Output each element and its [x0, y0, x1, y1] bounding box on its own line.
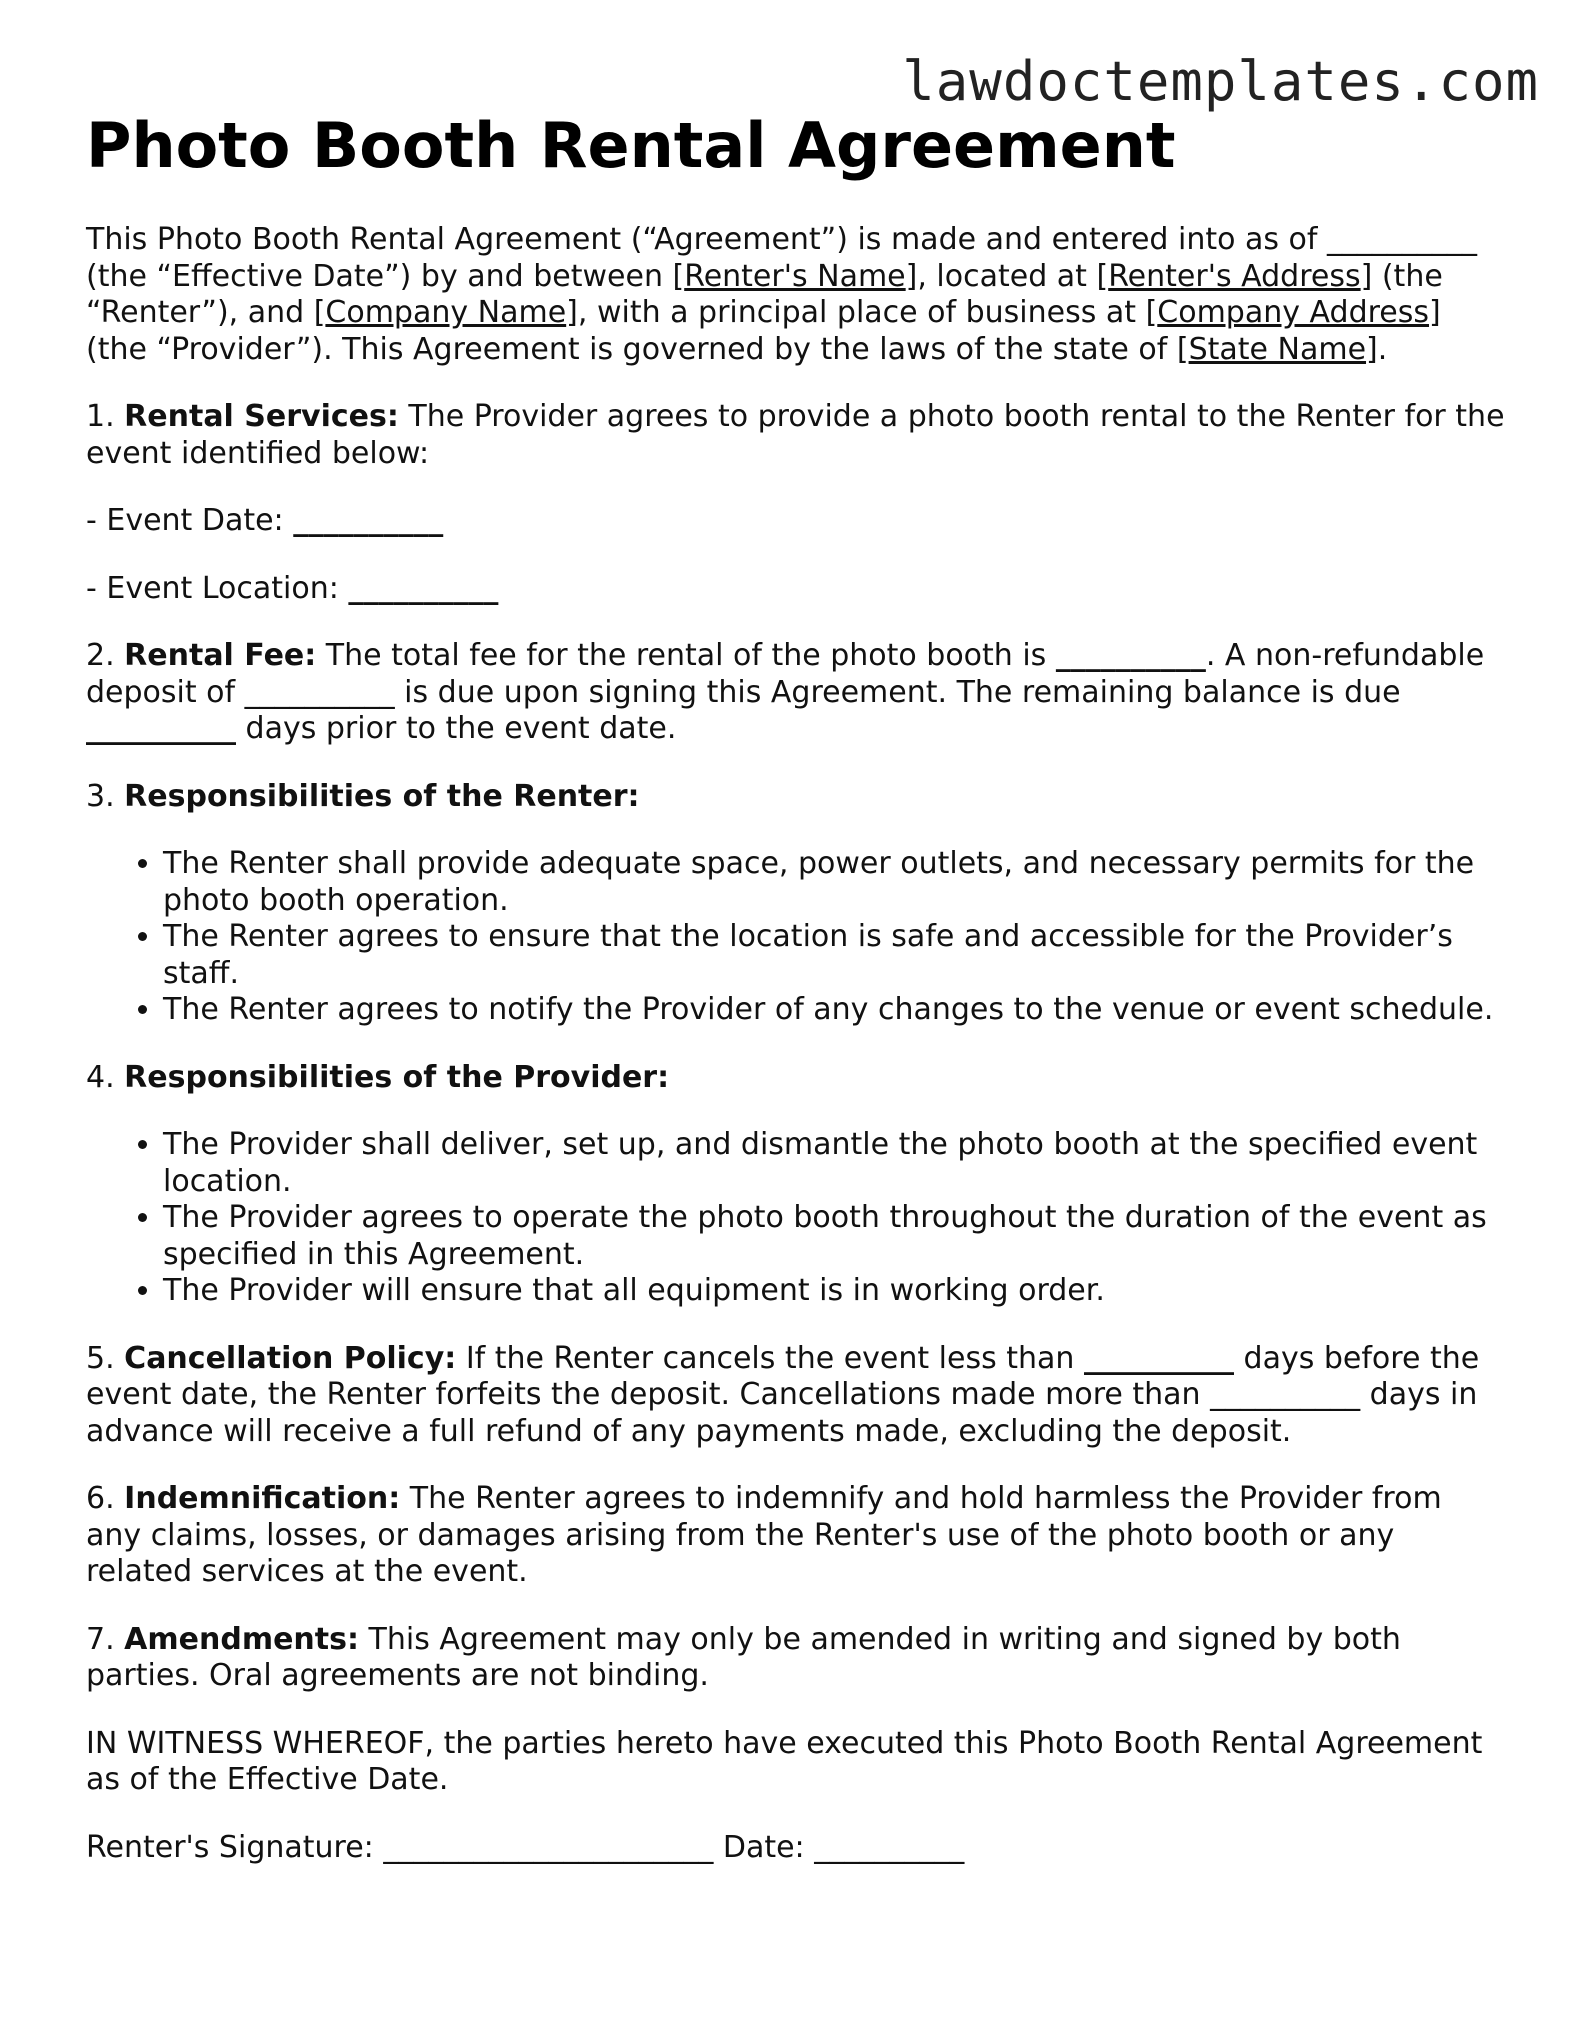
- advance-days-blank: __________: [1210, 1377, 1361, 1412]
- section-heading: Rental Fee:: [124, 638, 317, 673]
- intro-text: ], located at [: [905, 258, 1109, 294]
- witness-paragraph: IN WITNESS WHEREOF, the parties hereto have executed this Photo Booth Rental Agreement as of the Effective Date.: [86, 1725, 1483, 1797]
- section-number: 3.: [86, 778, 125, 814]
- list-item: • The Renter agrees to notify the Provider of any changes to the venue or event schedule.: [163, 992, 1506, 1029]
- intro-text: ].: [1366, 331, 1388, 367]
- intro-text: ] (the “Provider”). This Agreement is governed by the laws of the state of [: [86, 295, 1441, 367]
- renter-name-field: Renter's Name: [684, 258, 906, 294]
- signature-date-blank: __________: [814, 1829, 965, 1865]
- intro-text: (the “Effective Date”) by and between [: [86, 258, 685, 294]
- list-item: • The Provider agrees to operate the photo booth throughout the duration of the event as specified in this Agreement.: [163, 1200, 1506, 1273]
- intro-text: ] (the “Renter”), and [: [86, 258, 1443, 330]
- section-text: The total fee for the rental of the photo booth is: [316, 638, 1056, 673]
- event-date-label: - Event Date:: [86, 503, 294, 538]
- document-page: [86, 110, 1506, 1897]
- section-text: days prior to the event date.: [236, 711, 677, 746]
- renter-responsibilities-list: [86, 846, 1506, 1029]
- section-heading: Cancellation Policy:: [124, 1340, 457, 1376]
- section-number: 6.: [86, 1481, 125, 1516]
- section-heading: Rental Services:: [124, 399, 399, 434]
- section-indemnification: [86, 1481, 1506, 1591]
- section-rental-fee: [86, 638, 1506, 748]
- event-date-line: [86, 503, 1506, 540]
- section-rental-services: [86, 399, 1506, 472]
- company-address-field: Company Address: [1157, 295, 1430, 330]
- section-renter-responsibilities: [86, 779, 1506, 816]
- document-title: Photo Booth Rental Agreement: [86, 109, 1176, 182]
- list-item: • The Renter agrees to ensure that the location is safe and accessible for the Provider’s staff.: [163, 919, 1506, 992]
- balance-days-blank: __________: [86, 711, 236, 746]
- renter-address-field: Renter's Address: [1108, 258, 1361, 294]
- section-number: 7.: [86, 1621, 125, 1657]
- section-number: 1.: [86, 399, 125, 434]
- signature-blank: ______________________: [383, 1829, 714, 1865]
- section-number: 2.: [86, 638, 125, 673]
- company-name-field: Company Name: [325, 295, 567, 330]
- state-name-field: State Name: [1188, 331, 1367, 367]
- signature-label: Renter's Signature:: [86, 1829, 384, 1865]
- section-heading: Responsibilities of the Renter:: [124, 778, 640, 814]
- rental-fee-blank: __________: [1055, 638, 1206, 673]
- event-date-blank: __________: [293, 503, 444, 538]
- section-text: . A non-refundable deposit of: [86, 638, 1485, 710]
- section-number: 4.: [86, 1059, 125, 1095]
- section-heading: Responsibilities of the Provider:: [124, 1059, 670, 1095]
- event-location-label: - Event Location:: [86, 570, 349, 606]
- section-cancellation-policy: [86, 1341, 1506, 1451]
- section-provider-responsibilities: [86, 1060, 1506, 1097]
- section-text: The Renter agrees to indemnify and hold harmless the Provider from any claims, losses, or damages arising from the Renter's use of the photo booth or any related services at the event.: [86, 1481, 1442, 1589]
- section-text: days in advance will receive a full refund of any payments made, excluding the deposit.: [86, 1377, 1478, 1449]
- section-heading: Amendments:: [124, 1621, 359, 1657]
- section-text: If the Renter cancels the event less than: [456, 1340, 1084, 1376]
- intro-paragraph: [86, 222, 1506, 368]
- effective-date-blank: __________: [1327, 222, 1477, 257]
- section-text: This Agreement may only be amended in writing and signed by both parties. Oral agreements are not binding.: [86, 1621, 1401, 1693]
- event-location-line: [86, 571, 1506, 608]
- signature-line: [86, 1830, 1506, 1867]
- list-item: • The Renter shall provide adequate space, power outlets, and necessary permits for the photo booth operation.: [163, 846, 1506, 919]
- section-text: The Provider agrees to provide a photo booth rental to the Renter for the event identified below:: [86, 399, 1505, 471]
- section-text: days before the event date, the Renter forfeits the deposit. Cancellations made more than: [86, 1340, 1480, 1412]
- watermark: lawdoctemplates.com: [902, 50, 1539, 113]
- deposit-blank: __________: [244, 674, 395, 710]
- section-heading: Indemnification:: [124, 1481, 401, 1516]
- section-number: 5.: [86, 1340, 125, 1376]
- intro-text: This Photo Booth Rental Agreement (“Agreement”) is made and entered into as of: [86, 222, 1327, 257]
- list-item: • The Provider shall deliver, set up, and dismantle the photo booth at the specified event location.: [163, 1127, 1506, 1200]
- event-location-blank: __________: [348, 570, 499, 606]
- section-text: is due upon signing this Agreement. The remaining balance is due: [394, 674, 1401, 710]
- list-item: • The Provider will ensure that all equipment is in working order.: [163, 1273, 1506, 1310]
- signature-date-label: Date:: [713, 1829, 815, 1865]
- section-amendments: [86, 1622, 1506, 1695]
- provider-responsibilities-list: [86, 1127, 1506, 1310]
- intro-text: ], with a principal place of business at [: [566, 295, 1158, 330]
- cancel-days-blank: __________: [1083, 1340, 1234, 1376]
